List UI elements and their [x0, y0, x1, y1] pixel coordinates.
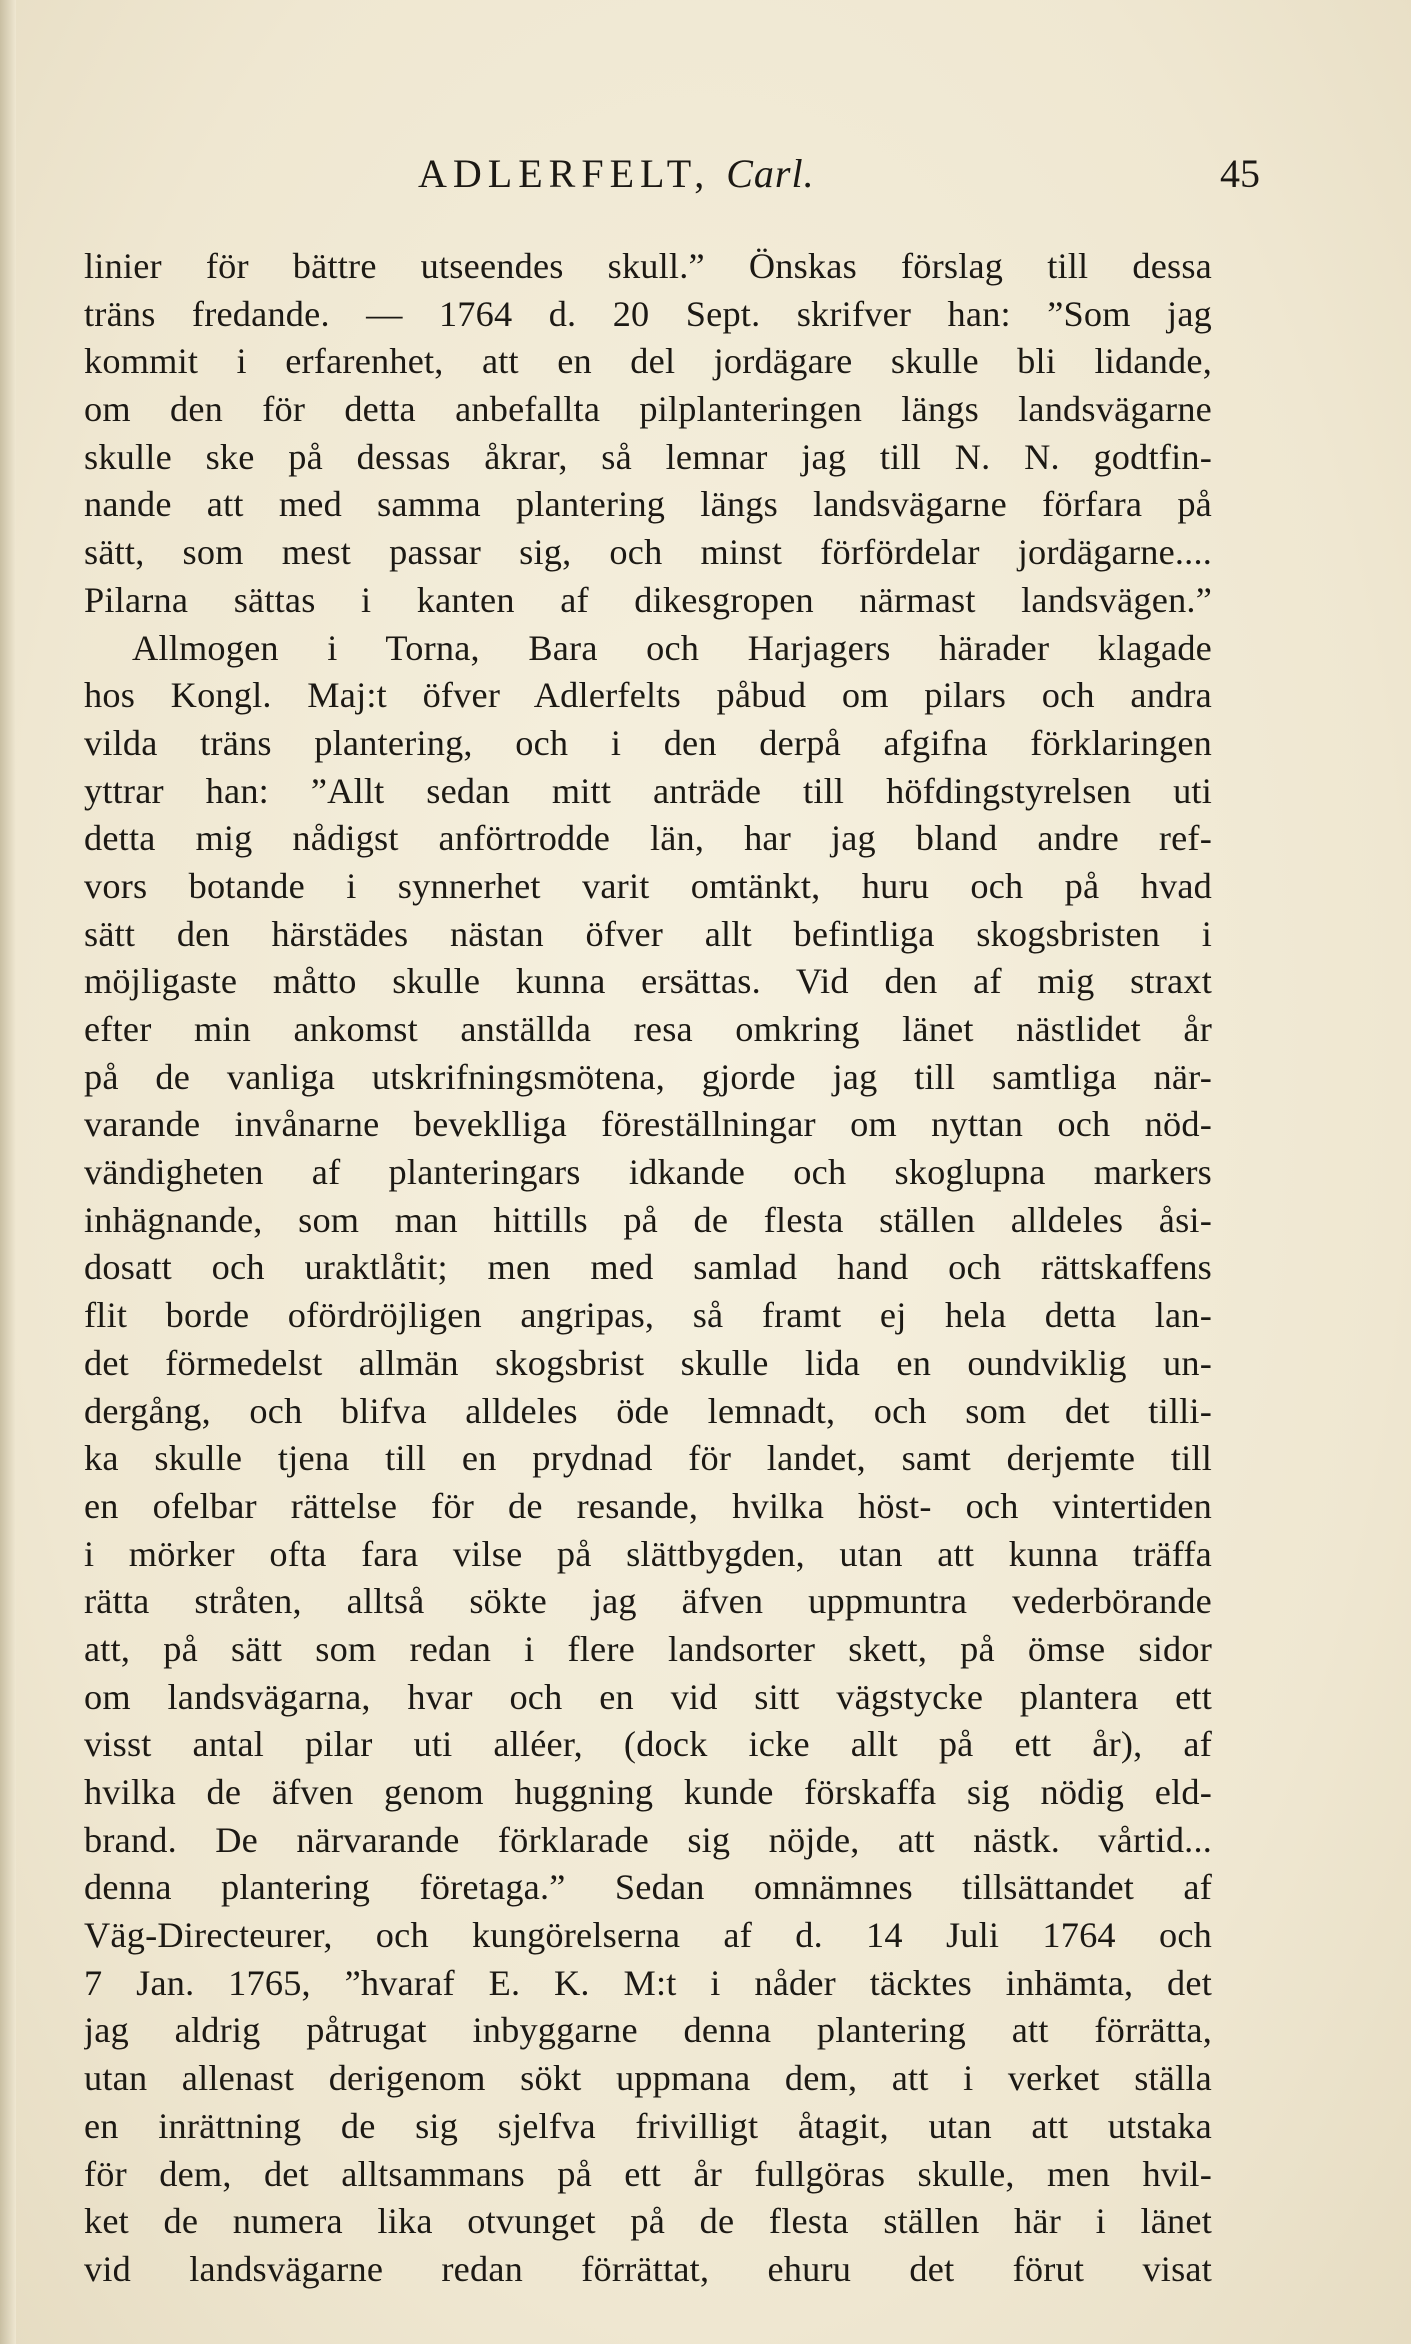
- text-line: dosatt och uraktlåtit; men med samlad hand och rättskaffens: [84, 1247, 1212, 1288]
- text-line: hvilka de äfven genom huggning kunde förskaffa sig nödig eld-: [84, 1772, 1212, 1812]
- text-line: denna plantering företaga.” Sedan omnämnes tillsättandet af: [84, 1867, 1212, 1908]
- text-line: utan allenast derigenom sökt uppmana dem, att i verket ställa: [84, 2058, 1212, 2099]
- text-line: varande invånarne beveklliga föreställningar om nyttan och nöd-: [84, 1104, 1212, 1145]
- text-line: brand. De närvarande förklarade sig nöjde, att nästk. vårtid...: [84, 1819, 1212, 1860]
- page-number: 45: [1220, 151, 1260, 196]
- text-line: om landsvägarna, hvar och en vid sitt vägstycke plantera ett: [84, 1676, 1212, 1717]
- running-head-given-name: Carl.: [726, 151, 815, 196]
- text-line: Pilarna sättas i kanten af dikesgropen närmast landsvägen.”: [84, 579, 1212, 620]
- text-line: sätt den härstädes nästan öfver allt befintliga skogsbristen i: [84, 913, 1212, 954]
- text-line: vid landsvägarne redan förrättat, ehuru det förut visat: [84, 2248, 1212, 2289]
- text-line: linier för bättre utseendes skull.” Önskas förslag till dessa: [84, 246, 1212, 286]
- text-line: hos Kongl. Maj:t öfver Adlerfelts påbud om pilars och andra: [84, 675, 1212, 716]
- text-line: i mörker ofta fara vilse på slättbygden, utan att kunna träffa: [84, 1533, 1212, 1574]
- running-head: [418, 150, 815, 197]
- text-line: visst antal pilar uti alléer, (dock icke allt på ett år), af: [84, 1724, 1212, 1765]
- text-line: möjligaste måtto skulle kunna ersättas. Vid den af mig straxt: [84, 961, 1212, 1002]
- text-line: ka skulle tjena till en prydnad för landet, samt derjemte till: [84, 1438, 1212, 1479]
- text-line: en ofelbar rättelse för de resande, hvilka höst- och vintertiden: [84, 1485, 1212, 1526]
- running-head-surname: ADLERFELT,: [418, 151, 711, 196]
- text-line: Väg-Directeurer, och kungörelserna af d. 14 Juli 1764 och: [84, 1915, 1212, 1956]
- text-line: för dem, det alltsammans på ett år fullgöras skulle, men hvil-: [84, 2153, 1212, 2194]
- text-line: ket de numera lika otvunget på de flesta ställen här i länet: [84, 2201, 1212, 2242]
- text-line: en inrättning de sig sjelfva frivilligt åtagit, utan att utstaka: [84, 2105, 1212, 2146]
- text-line: att, på sätt som redan i flere landsorter skett, på ömse sidor: [84, 1628, 1212, 1669]
- text-line: yttrar han: ”Allt sedan mitt anträde till höfdingstyrelsen uti: [84, 770, 1212, 811]
- text-line: på de vanliga utskrifningsmötena, gjorde jag till samtliga när-: [84, 1056, 1212, 1097]
- text-line: nande att med samma plantering längs landsvägarne förfara på: [84, 484, 1212, 525]
- text-line: detta mig nådigst anförtrodde län, har jag bland andre ref-: [84, 818, 1212, 859]
- text-line: inhägnande, som man hittills på de flesta ställen alldeles åsi-: [84, 1199, 1212, 1240]
- text-line: efter min ankomst anställda resa omkring länet nästlidet år: [84, 1009, 1212, 1049]
- text-line: dergång, och blifva alldeles öde lemnadt, och som det tilli-: [84, 1390, 1212, 1431]
- text-line: kommit i erfarenhet, att en del jordägare skulle bli lidande,: [84, 341, 1212, 382]
- text-line: rätta stråten, alltså sökte jag äfven uppmuntra vederbörande: [84, 1581, 1212, 1622]
- text-line: vors botande i synnerhet varit omtänkt, huru och på hvad: [84, 865, 1212, 906]
- text-line: 7 Jan. 1765, ”hvaraf E. K. M:t i nåder täcktes inhämta, det: [84, 1962, 1212, 2003]
- text-line: träns fredande. — 1764 d. 20 Sept. skrifver han: ”Som jag: [84, 293, 1212, 334]
- text-line: skulle ske på dessas åkrar, så lemnar jag till N. N. godtfin-: [84, 436, 1212, 477]
- text-line: om den för detta anbefallta pilplanteringen längs landsvägarne: [84, 389, 1212, 430]
- text-line: vilda träns plantering, och i den derpå afgifna förklaringen: [84, 722, 1212, 763]
- text-line: det förmedelst allmän skogsbrist skulle lida en oundviklig un-: [84, 1342, 1212, 1383]
- body-text: [84, 243, 1212, 2294]
- text-line: Allmogen i Torna, Bara och Harjagers härader klagade: [132, 627, 1212, 668]
- text-line: jag aldrig påtrugat inbyggarne denna plantering att förrätta,: [84, 2010, 1212, 2051]
- page-edge-shadow: [0, 0, 16, 2344]
- text-line: vändigheten af planteringars idkande och skoglupna markers: [84, 1152, 1212, 1193]
- page-header: [418, 150, 1260, 210]
- text-line: sätt, som mest passar sig, och minst förfördelar jordägarne....: [84, 532, 1212, 573]
- text-line: flit borde ofördröjligen angripas, så framt ej hela detta lan-: [84, 1295, 1212, 1336]
